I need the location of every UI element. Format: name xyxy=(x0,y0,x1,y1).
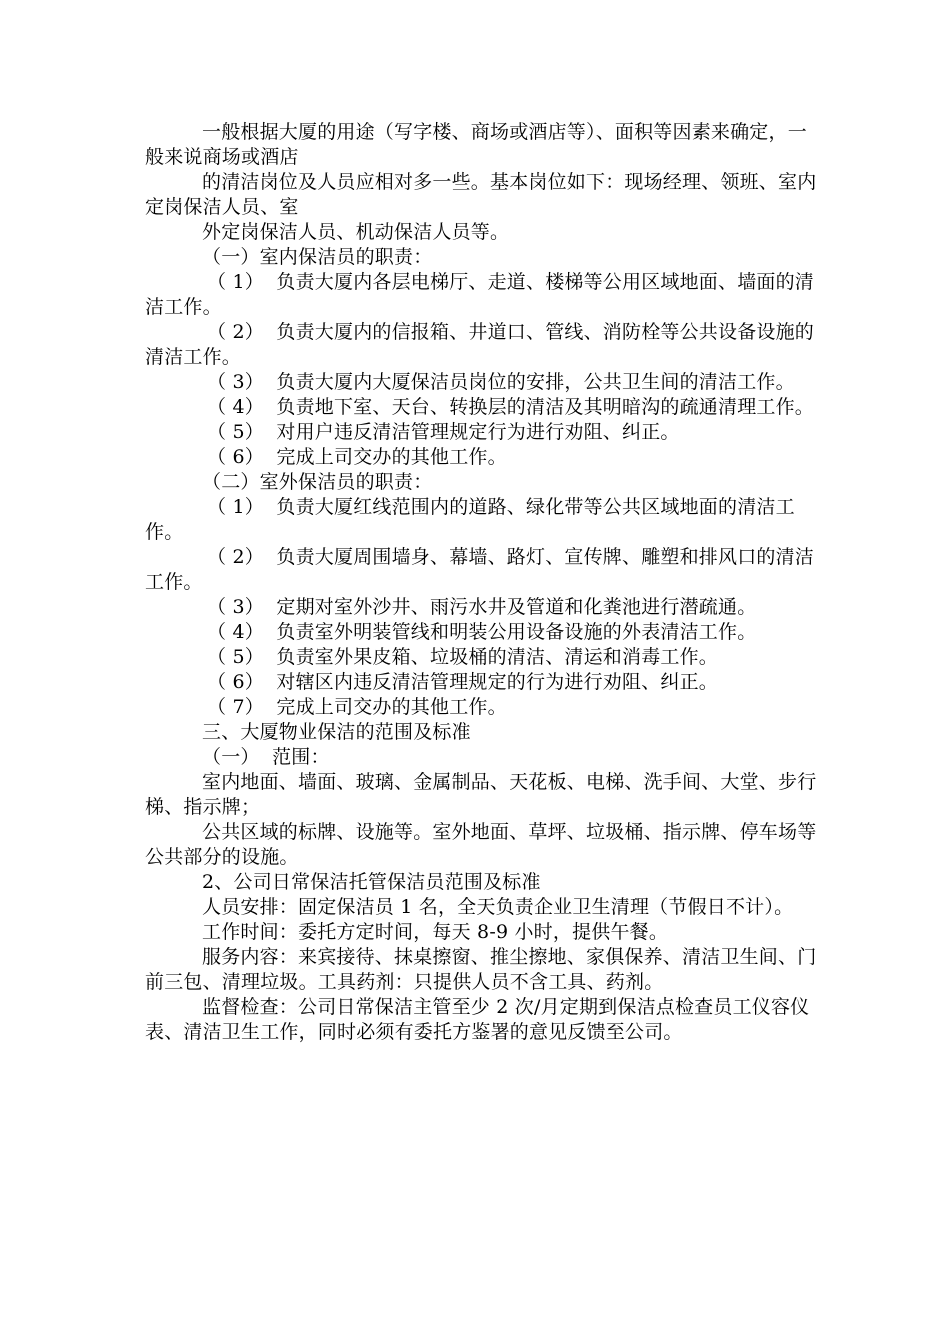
list-item: （ 5） 负责室外果皮箱、垃圾桶的清洁、清运和消毒工作。 xyxy=(207,646,719,668)
list-item: （ 3） 定期对室外沙井、雨污水井及管道和化粪池进行潜疏通。 xyxy=(207,596,757,618)
paragraph: 人员安排：固定保洁员 1 名，全天负责企业卫生清理（节假日不计）。 xyxy=(202,896,794,918)
list-item: （ 1） 负责大厦红线范围内的道路、绿化带等公共区域地面的清洁工作。 xyxy=(145,496,795,543)
list-item: （ 4） 负责室外明装管线和明装公用设备设施的外表清洁工作。 xyxy=(207,621,757,643)
list-item: （ 4） 负责地下室、天台、转换层的清洁及其明暗沟的疏通清理工作。 xyxy=(207,396,815,418)
paragraph: 一般根据大厦的用途（写字楼、商场或酒店等）、面积等因素来确定，一般来说商场或酒店 xyxy=(145,121,807,168)
document-page xyxy=(145,120,825,1045)
section-heading: （一）室内保洁员的职责： xyxy=(202,246,433,268)
list-item: （ 7） 完成上司交办的其他工作。 xyxy=(207,696,507,718)
paragraph: 公共区域的标牌、设施等。室外地面、草坪、垃圾桶、指示牌、停车场等公共部分的设施。 xyxy=(145,821,817,868)
paragraph: 监督检查：公司日常保洁主管至少 2 次/月定期到保洁点检查员工仪容仪表、清洁卫生工作，同时必须有委托方鉴署的意见反馈至公司。 xyxy=(145,996,810,1043)
list-item: （ 1） 负责大厦内各层电梯厅、走道、楼梯等公用区域地面、墙面的清洁工作。 xyxy=(145,271,815,318)
list-item: （ 2） 负责大厦内的信报箱、井道口、管线、消防栓等公共设备设施的清洁工作。 xyxy=(145,321,815,368)
paragraph: 室内地面、墙面、玻璃、金属制品、天花板、电梯、洗手间、大堂、步行梯、指示牌； xyxy=(145,771,817,818)
paragraph: 服务内容：来宾接待、抹桌擦窗、推尘擦地、家俱保养、清洁卫生间、门前三包、清理垃圾。工具药剂：只提供人员不含工具、药剂。 xyxy=(145,946,817,993)
subsection-heading: （一） 范围： xyxy=(202,746,330,768)
list-item: （ 5） 对用户违反清洁管理规定行为进行劝阻、纠正。 xyxy=(207,421,680,443)
section-heading: 2、公司日常保洁托管保洁员范围及标准 xyxy=(202,871,541,893)
list-item: （ 2） 负责大厦周围墙身、幕墙、路灯、宣传牌、雕塑和排风口的清洁工作。 xyxy=(145,546,815,593)
section-heading: 三、大厦物业保洁的范围及标准 xyxy=(202,721,471,743)
paragraph: 的清洁岗位及人员应相对多一些。基本岗位如下：现场经理、领班、室内定岗保洁人员、室 xyxy=(145,171,817,218)
list-item: （ 6） 完成上司交办的其他工作。 xyxy=(207,446,507,468)
list-item: （ 3） 负责大厦内大厦保洁员岗位的安排，公共卫生间的清洁工作。 xyxy=(207,371,795,393)
paragraph: 工作时间：委托方定时间，每天 8-9 小时，提供午餐。 xyxy=(202,921,669,943)
paragraph: 外定岗保洁人员、机动保洁人员等。 xyxy=(202,221,510,243)
section-heading: （二）室外保洁员的职责： xyxy=(202,471,433,493)
list-item: （ 6） 对辖区内违反清洁管理规定的行为进行劝阻、纠正。 xyxy=(207,671,719,693)
